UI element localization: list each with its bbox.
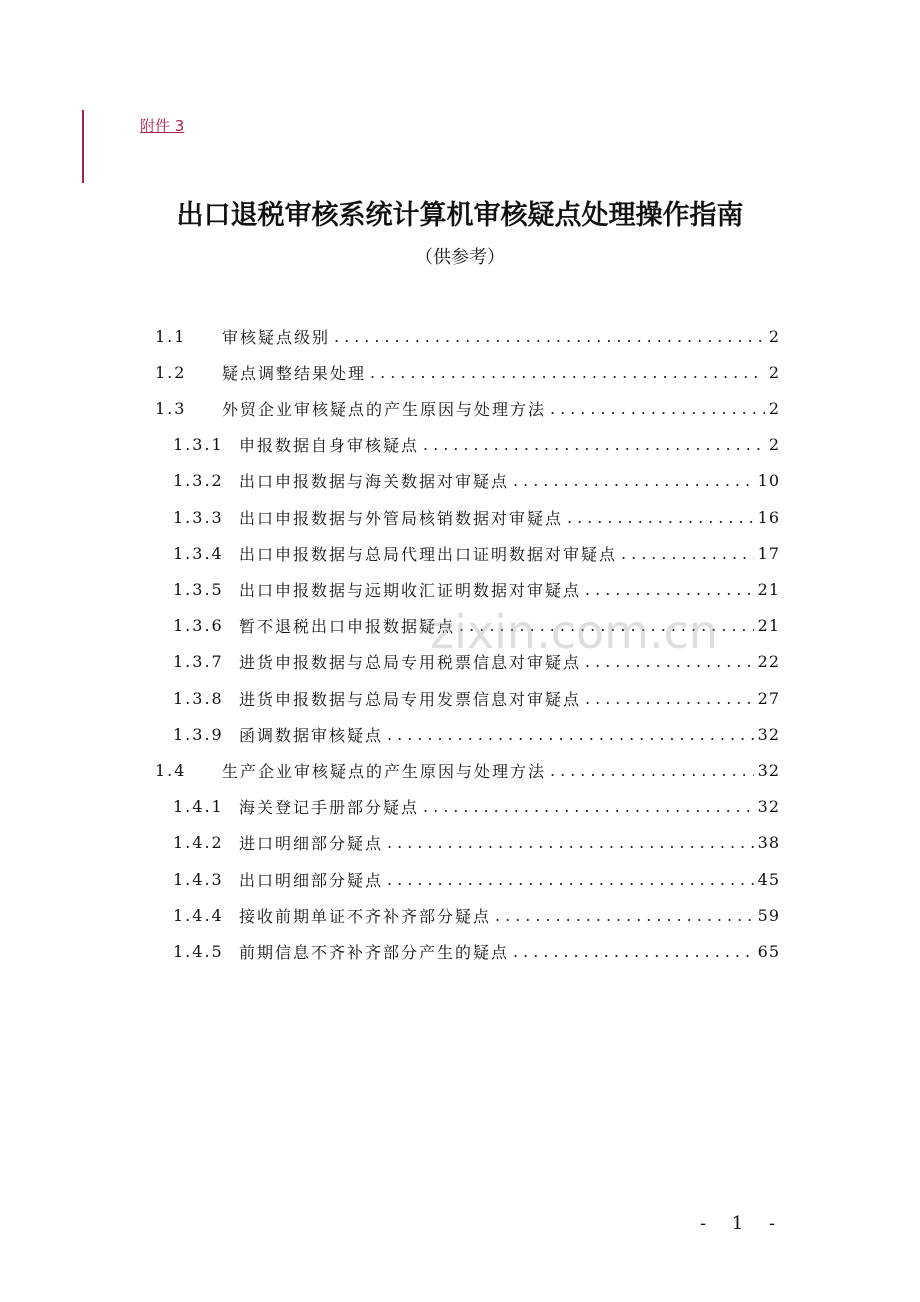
toc-entry-page: 2: [768, 326, 780, 346]
toc-entry-leader: [585, 580, 754, 599]
toc-entry-number: 1.3.3: [173, 507, 224, 527]
toc-entry-leader: [621, 544, 754, 563]
toc-entry[interactable]: [173, 680, 780, 716]
toc-entry[interactable]: [155, 390, 780, 426]
toc-entry-number: 1.3.1: [173, 435, 224, 455]
toc-entry-leader: [459, 616, 754, 635]
toc-entry-leader: [334, 327, 765, 346]
toc-entry-number: 1.4.2: [173, 833, 224, 853]
toc-entry-leader: [567, 508, 754, 527]
toc-entry-leader: [513, 471, 754, 490]
toc-entry-leader: [550, 761, 754, 780]
toc-entry-page: 38: [757, 833, 780, 853]
toc-entry-title: 进货申报数据与总局专用发票信息对审疑点: [239, 689, 582, 709]
toc-entry-title: 出口明细部分疑点: [239, 870, 384, 890]
toc-entry-title: 海关登记手册部分疑点: [239, 798, 420, 818]
toc-entry-title: 审核疑点级别: [222, 327, 331, 347]
toc-entry[interactable]: [155, 318, 780, 354]
toc-entry-title: 函调数据审核疑点: [239, 725, 384, 745]
toc-entry-page: 17: [757, 543, 780, 563]
toc-entry-number: 1.4.4: [173, 905, 224, 925]
toc-entry-title: 申报数据自身审核疑点: [239, 436, 420, 456]
toc-entry-title: 暂不退税出口申报数据疑点: [239, 617, 456, 637]
toc-entry-leader: [585, 652, 754, 671]
toc-entry-page: 65: [757, 941, 780, 961]
toc-entry-page: 59: [757, 905, 780, 925]
toc-entry-number: 1.3.9: [173, 724, 224, 744]
watermark: zixin.com.cn: [430, 605, 719, 659]
toc-entry-number: 1.3.5: [173, 579, 224, 599]
toc-entry-page: 16: [757, 507, 780, 527]
toc-entry-page: 32: [757, 724, 780, 744]
toc-entry-title: 前期信息不齐补齐部分产生的疑点: [239, 942, 510, 962]
toc-entry[interactable]: [173, 716, 780, 752]
toc-entry-number: 1.4.1: [173, 797, 224, 817]
toc-entry-number: 1.4.5: [173, 941, 224, 961]
toc-entry-page: 10: [757, 471, 780, 491]
toc-entry-title: 生产企业审核疑点的产生原因与处理方法: [222, 761, 547, 781]
toc-entry-leader: [550, 399, 765, 418]
toc-entry-title: 出口申报数据与外管局核销数据对审疑点: [239, 508, 564, 528]
toc-entry-leader: [423, 797, 754, 816]
toc-entry-number: 1.1: [155, 326, 187, 346]
toc-entry[interactable]: [173, 897, 780, 933]
toc-entry-leader: [387, 725, 754, 744]
toc-entry-page: 32: [757, 760, 780, 780]
toc-entry-number: 1.3.7: [173, 652, 224, 672]
toc-entry-number: 1.3.8: [173, 688, 224, 708]
toc-entry-leader: [387, 833, 754, 852]
toc-entry[interactable]: [173, 933, 780, 969]
toc-entry-number: 1.4.3: [173, 869, 224, 889]
toc-entry[interactable]: [173, 535, 780, 571]
document-subtitle: （供参考）: [415, 247, 505, 268]
toc-entry-page: 2: [768, 362, 780, 382]
toc-entry-title: 疑点调整结果处理: [222, 363, 367, 383]
toc-entry[interactable]: [173, 825, 780, 861]
toc-entry-leader: [585, 689, 754, 708]
toc-entry-title: 进口明细部分疑点: [239, 834, 384, 854]
toc-entry-title: 接收前期单证不齐补齐部分疑点: [239, 906, 492, 926]
toc-entry-title: 出口申报数据与总局代理出口证明数据对审疑点: [239, 544, 618, 564]
toc-entry[interactable]: [155, 354, 780, 390]
toc-entry-leader: [495, 906, 754, 925]
toc-entry-number: 1.4: [155, 760, 187, 780]
toc-entry-page: 21: [757, 579, 780, 599]
page-number: - 1 -: [700, 1213, 786, 1234]
margin-line: [82, 110, 84, 183]
toc-entry-title: 进货申报数据与总局专用税票信息对审疑点: [239, 653, 582, 673]
toc-entry-leader: [387, 870, 754, 889]
toc-entry-title: 外贸企业审核疑点的产生原因与处理方法: [222, 399, 547, 419]
toc-entry-number: 1.3.4: [173, 543, 224, 563]
toc-entry[interactable]: [173, 463, 780, 499]
toc-entry[interactable]: [173, 499, 780, 535]
toc-entry-number: 1.3.6: [173, 616, 224, 636]
toc-entry-number: 1.3: [155, 398, 187, 418]
toc-entry-title: 出口申报数据与远期收汇证明数据对审疑点: [239, 580, 582, 600]
toc-entry-page: 27: [757, 688, 780, 708]
toc-entry-page: 22: [757, 652, 780, 672]
toc-entry-page: 21: [757, 616, 780, 636]
toc-entry-leader: [423, 435, 765, 454]
toc-entry-leader: [513, 942, 754, 961]
document-title: 出口退税审核系统计算机审核疑点处理操作指南: [176, 200, 744, 231]
toc-entry[interactable]: [173, 608, 780, 644]
toc-entry[interactable]: [173, 644, 780, 680]
toc-entry-page: 45: [757, 869, 780, 889]
toc-entry[interactable]: [173, 571, 780, 607]
toc-entry-title: 出口申报数据与海关数据对审疑点: [239, 472, 510, 492]
toc-entry[interactable]: [173, 427, 780, 463]
toc-entry[interactable]: [173, 861, 780, 897]
toc-entry-page: 2: [768, 398, 780, 418]
toc-entry-leader: [370, 363, 765, 382]
toc-entry-page: 2: [768, 435, 780, 455]
toc-entry-number: 1.3.2: [173, 471, 224, 491]
toc-entry[interactable]: [155, 752, 780, 788]
toc-entry-number: 1.2: [155, 362, 187, 382]
attachment-label: 附件 3: [140, 117, 185, 135]
toc-entry-page: 32: [757, 797, 780, 817]
toc-entry[interactable]: [173, 789, 780, 825]
